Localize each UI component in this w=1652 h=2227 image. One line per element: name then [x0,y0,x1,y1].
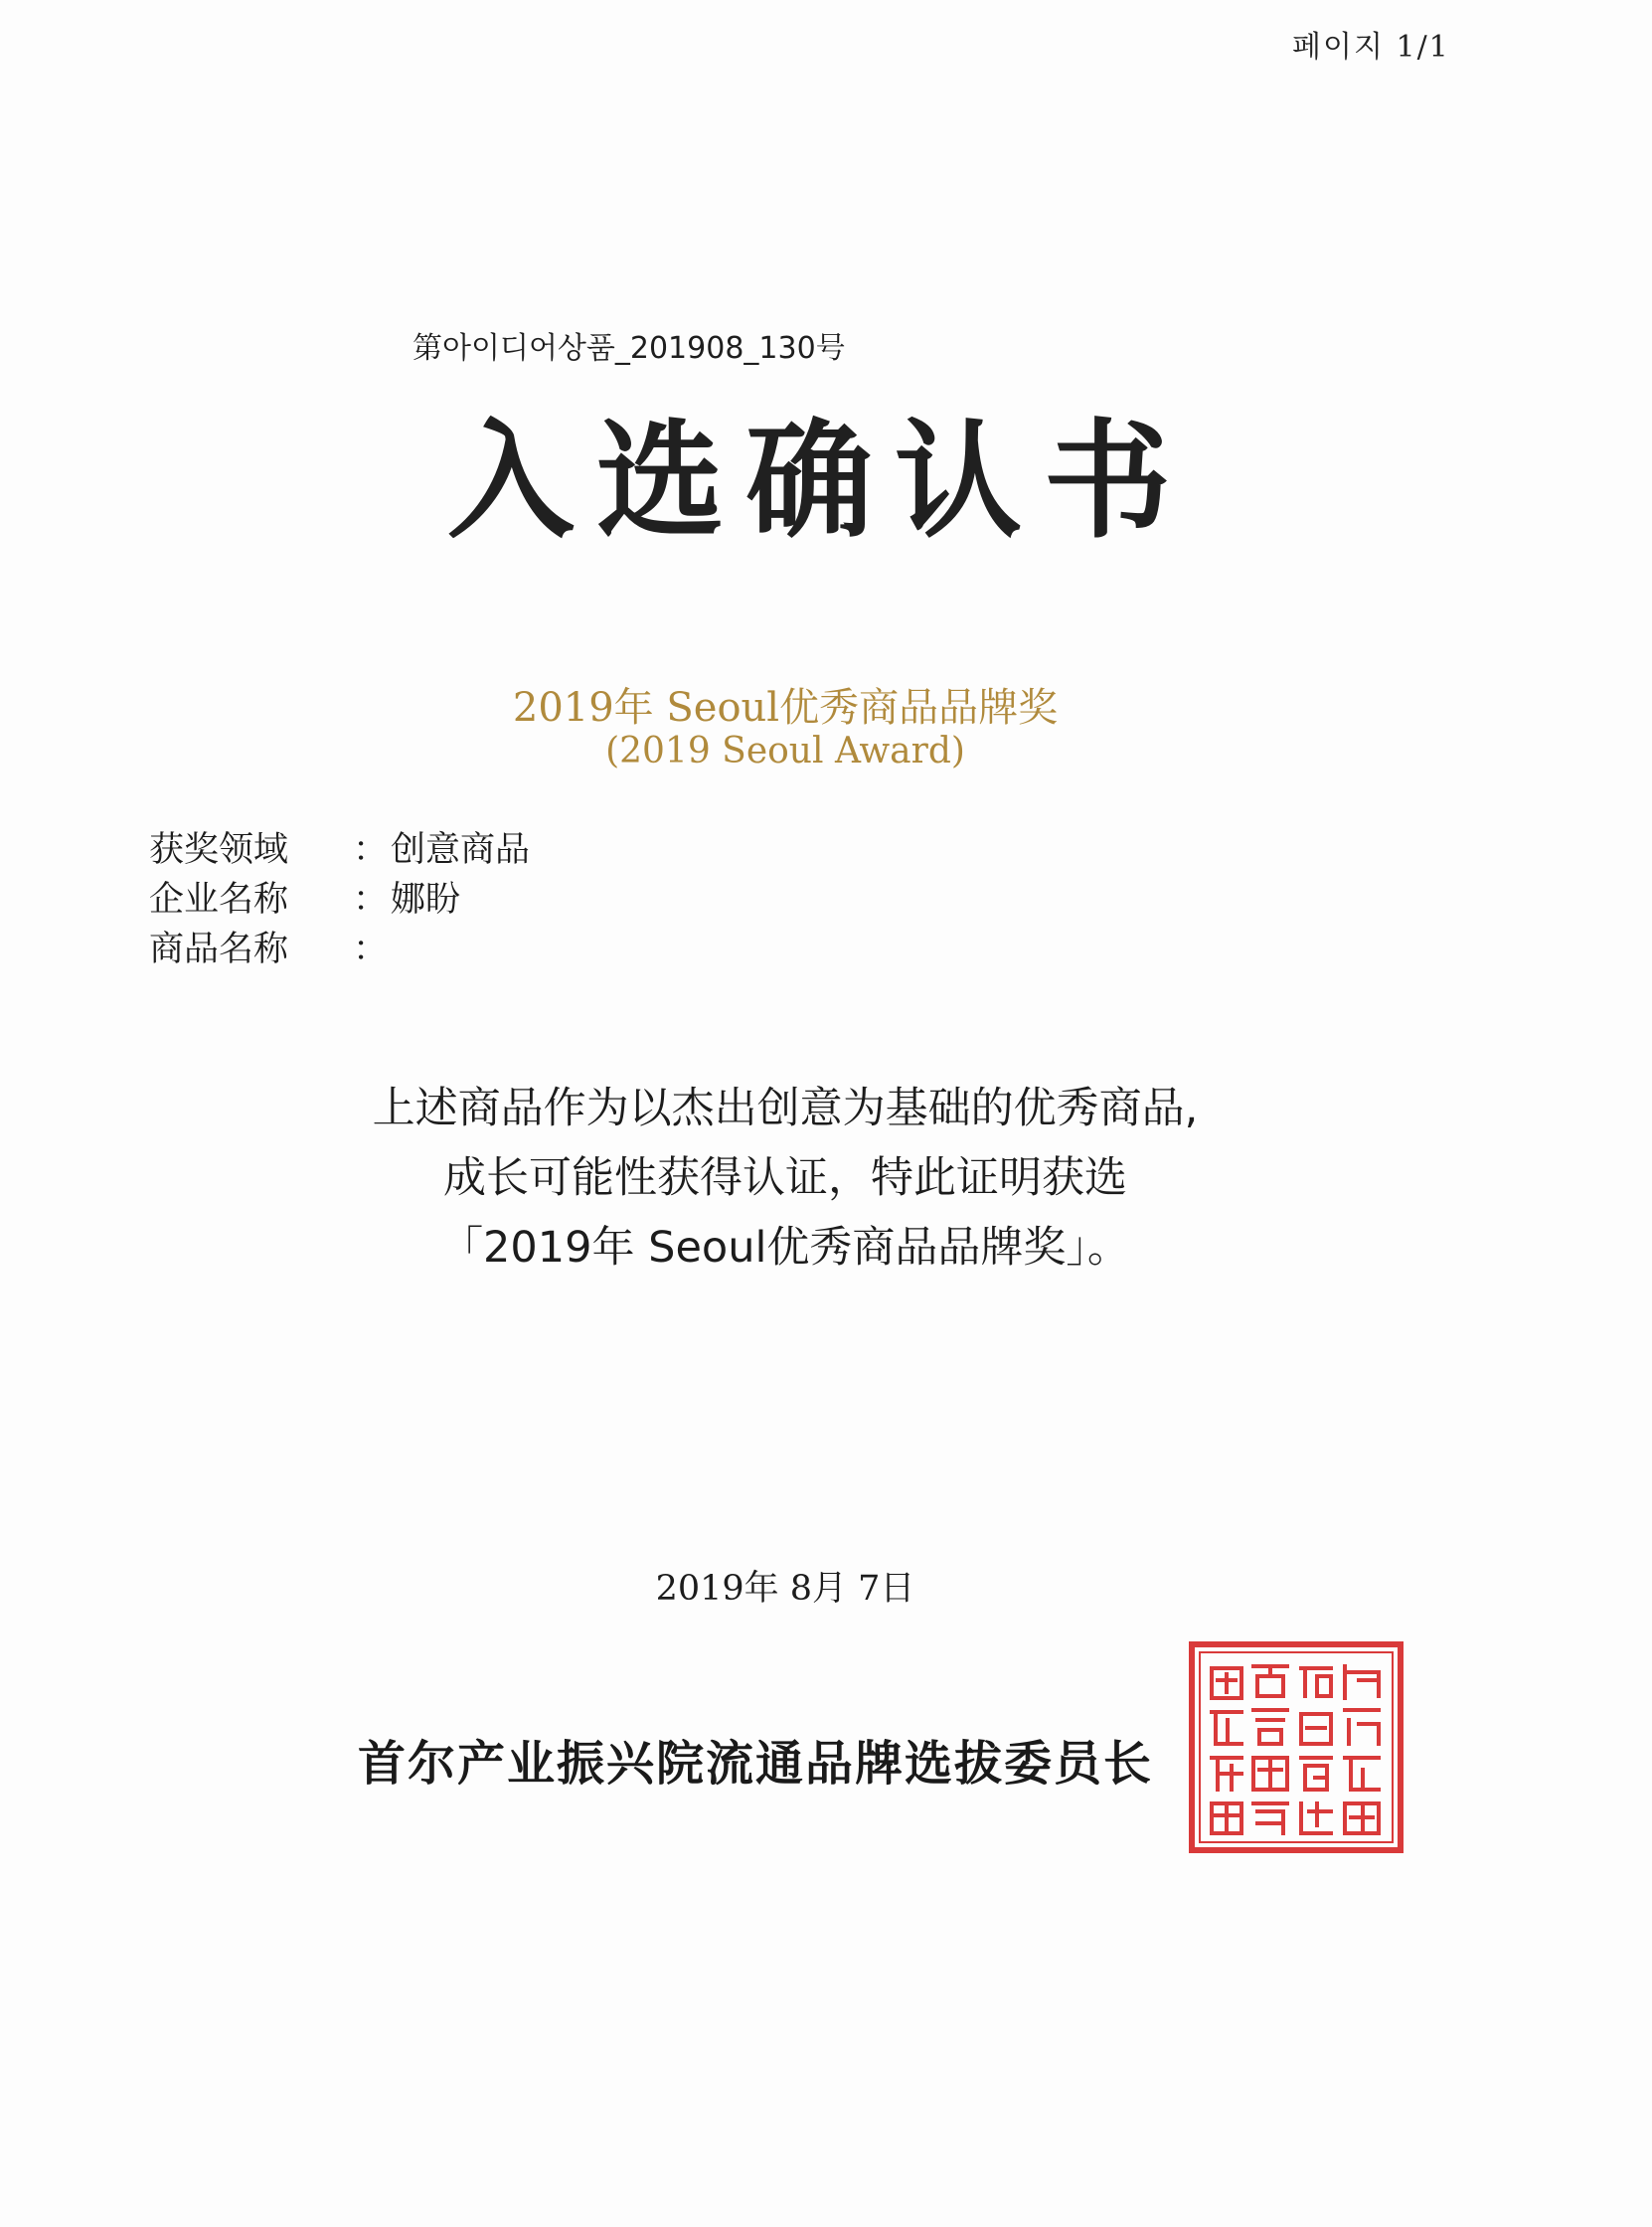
info-row-product [149,925,530,974]
issue-date: 2019年 8月 7日 [655,1569,915,1609]
body-line: 成长可能性获得认证，特此证明获选 [443,1153,1127,1203]
info-label: 企业名称 [149,880,289,920]
info-label: 商品名称 [149,930,289,969]
info-colon: ： [353,930,389,969]
body-line: 上述商品作为以杰出创意为基础的优秀商品, [372,1084,1199,1133]
award-english-name: (2019 Seoul Award) [605,731,965,771]
info-row-company [149,875,530,925]
info-colon: ： [353,880,389,920]
document-number: 第아이디어상품_201908_130号 [413,331,846,366]
body-line: 「2019年 Seoul优秀商品品牌奖」。 [440,1223,1130,1273]
info-row-field [149,825,530,875]
issuer-title: 首尔产业振兴院流通品牌选拔委员长 [358,1736,1154,1792]
info-label: 获奖领域 [149,830,289,870]
info-block [149,825,530,974]
info-colon: ： [353,830,389,870]
info-value: 娜盼 [391,880,461,920]
certificate-title: 入选确认书 [447,408,1194,556]
official-seal-stamp [1188,1640,1404,1854]
award-name: 2019年 Seoul优秀商品品牌奖 [512,685,1059,731]
info-value: 创意商品 [391,830,531,870]
certificate-body [0,1074,1570,1283]
page-number: 페이지 1/1 [1292,30,1450,65]
